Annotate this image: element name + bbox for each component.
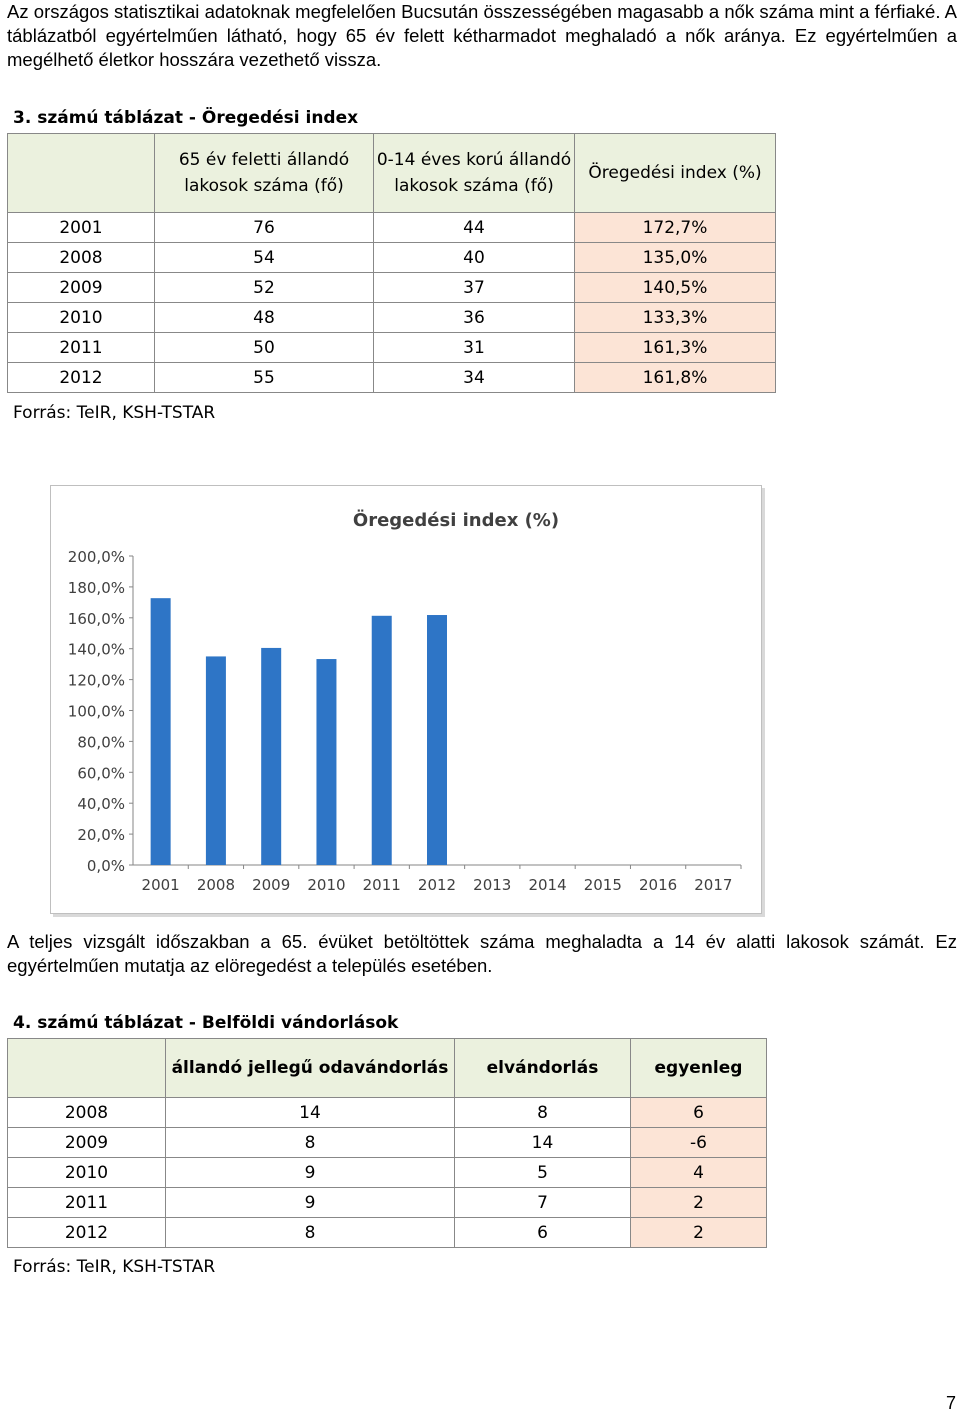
- bar: [206, 656, 226, 865]
- table4-source: Forrás: TeIR, KSH-TSTAR: [13, 1257, 216, 1277]
- table-cell: 2011: [8, 333, 155, 363]
- table-header-cell: elvándorlás: [455, 1039, 631, 1098]
- y-tick-label: 80,0%: [77, 733, 125, 752]
- table-cell: 2012: [8, 363, 155, 393]
- bar: [151, 598, 171, 865]
- x-tick-label: 2001: [141, 876, 180, 894]
- x-tick-label: 2017: [694, 876, 733, 894]
- x-tick-label: 2009: [252, 876, 291, 894]
- table-cell: 50: [155, 333, 374, 363]
- x-tick-label: 2014: [528, 876, 567, 894]
- x-tick-label: 2010: [307, 876, 346, 894]
- table-row: [8, 303, 776, 333]
- table-row: [8, 213, 776, 243]
- table-row: [8, 1158, 767, 1188]
- table-cell: 7: [455, 1188, 631, 1218]
- table-header-cell: [8, 1039, 166, 1098]
- table-header-cell: állandó jellegű odavándorlás: [166, 1039, 455, 1098]
- chart-title: Öregedési index (%): [352, 510, 560, 531]
- table4-title: 4. számú táblázat - Belföldi vándorlások: [13, 1013, 399, 1033]
- table-cell: 8: [455, 1098, 631, 1128]
- table-header-cell: egyenleg: [631, 1039, 767, 1098]
- table-header-cell: 0-14 éves korú állandó lakosok száma (fő): [374, 134, 575, 213]
- y-tick-label: 40,0%: [77, 795, 125, 814]
- bar-series: [151, 598, 447, 865]
- bar: [372, 616, 392, 865]
- bar: [316, 659, 336, 865]
- table-cell: 2: [631, 1218, 767, 1248]
- table-cell: 135,0%: [575, 243, 776, 273]
- y-tick-label: 100,0%: [67, 702, 125, 721]
- table-cell: 14: [166, 1098, 455, 1128]
- y-tick-label: 0,0%: [86, 857, 125, 875]
- table-cell: 2011: [8, 1188, 166, 1218]
- y-tick-label: 160,0%: [67, 609, 125, 628]
- y-tick-label: 60,0%: [77, 764, 125, 783]
- table-header-cell: 65 év feletti állandó lakosok száma (fő): [155, 134, 374, 213]
- y-axis-ticks: [68, 548, 133, 875]
- table-row: [8, 1128, 767, 1158]
- aging-index-chart: [50, 485, 762, 914]
- table-cell: 48: [155, 303, 374, 333]
- table-cell: 133,3%: [575, 303, 776, 333]
- table-cell: 2010: [8, 303, 155, 333]
- table-cell: 9: [166, 1158, 455, 1188]
- table-row: [8, 1218, 767, 1248]
- table-row: [8, 363, 776, 393]
- table-cell: 2012: [8, 1218, 166, 1248]
- table-cell: 2008: [8, 1098, 166, 1128]
- y-tick-label: 120,0%: [67, 671, 125, 690]
- table-cell: 172,7%: [575, 213, 776, 243]
- table-cell: 37: [374, 273, 575, 303]
- table-cell: 2009: [8, 273, 155, 303]
- table-cell: 36: [374, 303, 575, 333]
- bar: [427, 615, 447, 865]
- table-cell: 8: [166, 1218, 455, 1248]
- bar: [261, 648, 281, 865]
- table-header-cell: Öregedési index (%): [575, 134, 776, 213]
- table-cell: 54: [155, 243, 374, 273]
- y-tick-label: 140,0%: [67, 640, 125, 659]
- table3-title: 3. számú táblázat - Öregedési index: [13, 108, 359, 128]
- table-cell: 2009: [8, 1128, 166, 1158]
- y-tick-label: 180,0%: [67, 578, 125, 597]
- x-tick-label: 2013: [473, 876, 512, 894]
- table-row: [8, 1098, 767, 1128]
- middle-paragraph: A teljes vizsgált időszakban a 65. évüket betöltöttek száma meghaladta a 14 év alatti lakosok számát. Ez egyértelműen mutatja az elöregedést a település esetében.: [7, 931, 957, 976]
- table-cell: 4: [631, 1158, 767, 1188]
- y-tick-label: 20,0%: [77, 826, 125, 845]
- table-cell: 14: [455, 1128, 631, 1158]
- x-tick-label: 2012: [417, 876, 457, 894]
- chart-svg: [51, 486, 761, 913]
- table-cell: 5: [455, 1158, 631, 1188]
- aging-index-table: [7, 133, 776, 393]
- table-header-row: [8, 1039, 767, 1098]
- table-cell: 2001: [8, 213, 155, 243]
- table-cell: 9: [166, 1188, 455, 1218]
- table-cell: 161,8%: [575, 363, 776, 393]
- table-cell: 31: [374, 333, 575, 363]
- migration-table: [7, 1038, 767, 1248]
- table-cell: 34: [374, 363, 575, 393]
- table-row: [8, 333, 776, 363]
- x-tick-label: 2016: [638, 876, 678, 894]
- table-cell: 2008: [8, 243, 155, 273]
- intro-paragraph: Az országos statisztikai adatoknak megfelelően Bucsután összességében magasabb a nők száma mint a férfiaké. A táblázatból egyértelműen látható, hogy 65 év felett kétharmadot meghaladó a nők aránya. Ez egyértelműen a megélhető életkor hosszára vezethető vissza.: [7, 1, 957, 70]
- page-number: 7: [945, 1393, 956, 1413]
- table-cell: 6: [455, 1218, 631, 1248]
- table-cell: 52: [155, 273, 374, 303]
- x-tick-label: 2015: [583, 876, 622, 894]
- table-cell: 55: [155, 363, 374, 393]
- table-header-cell: [8, 134, 155, 213]
- table-cell: 8: [166, 1128, 455, 1158]
- table-row: [8, 273, 776, 303]
- table-cell: 2010: [8, 1158, 166, 1188]
- table-cell: -6: [631, 1128, 767, 1158]
- x-axis-ticks: [142, 865, 741, 894]
- table-row: [8, 243, 776, 273]
- y-tick-label: 200,0%: [67, 548, 125, 566]
- table-cell: 44: [374, 213, 575, 243]
- table3-source: Forrás: TeIR, KSH-TSTAR: [13, 403, 216, 423]
- table-header-row: [8, 134, 776, 213]
- table-cell: 76: [155, 213, 374, 243]
- x-tick-label: 2011: [362, 876, 401, 894]
- table-cell: 40: [374, 243, 575, 273]
- table-cell: 6: [631, 1098, 767, 1128]
- table-cell: 140,5%: [575, 273, 776, 303]
- x-tick-label: 2008: [196, 876, 236, 894]
- table-cell: 161,3%: [575, 333, 776, 363]
- table-cell: 2: [631, 1188, 767, 1218]
- table-row: [8, 1188, 767, 1218]
